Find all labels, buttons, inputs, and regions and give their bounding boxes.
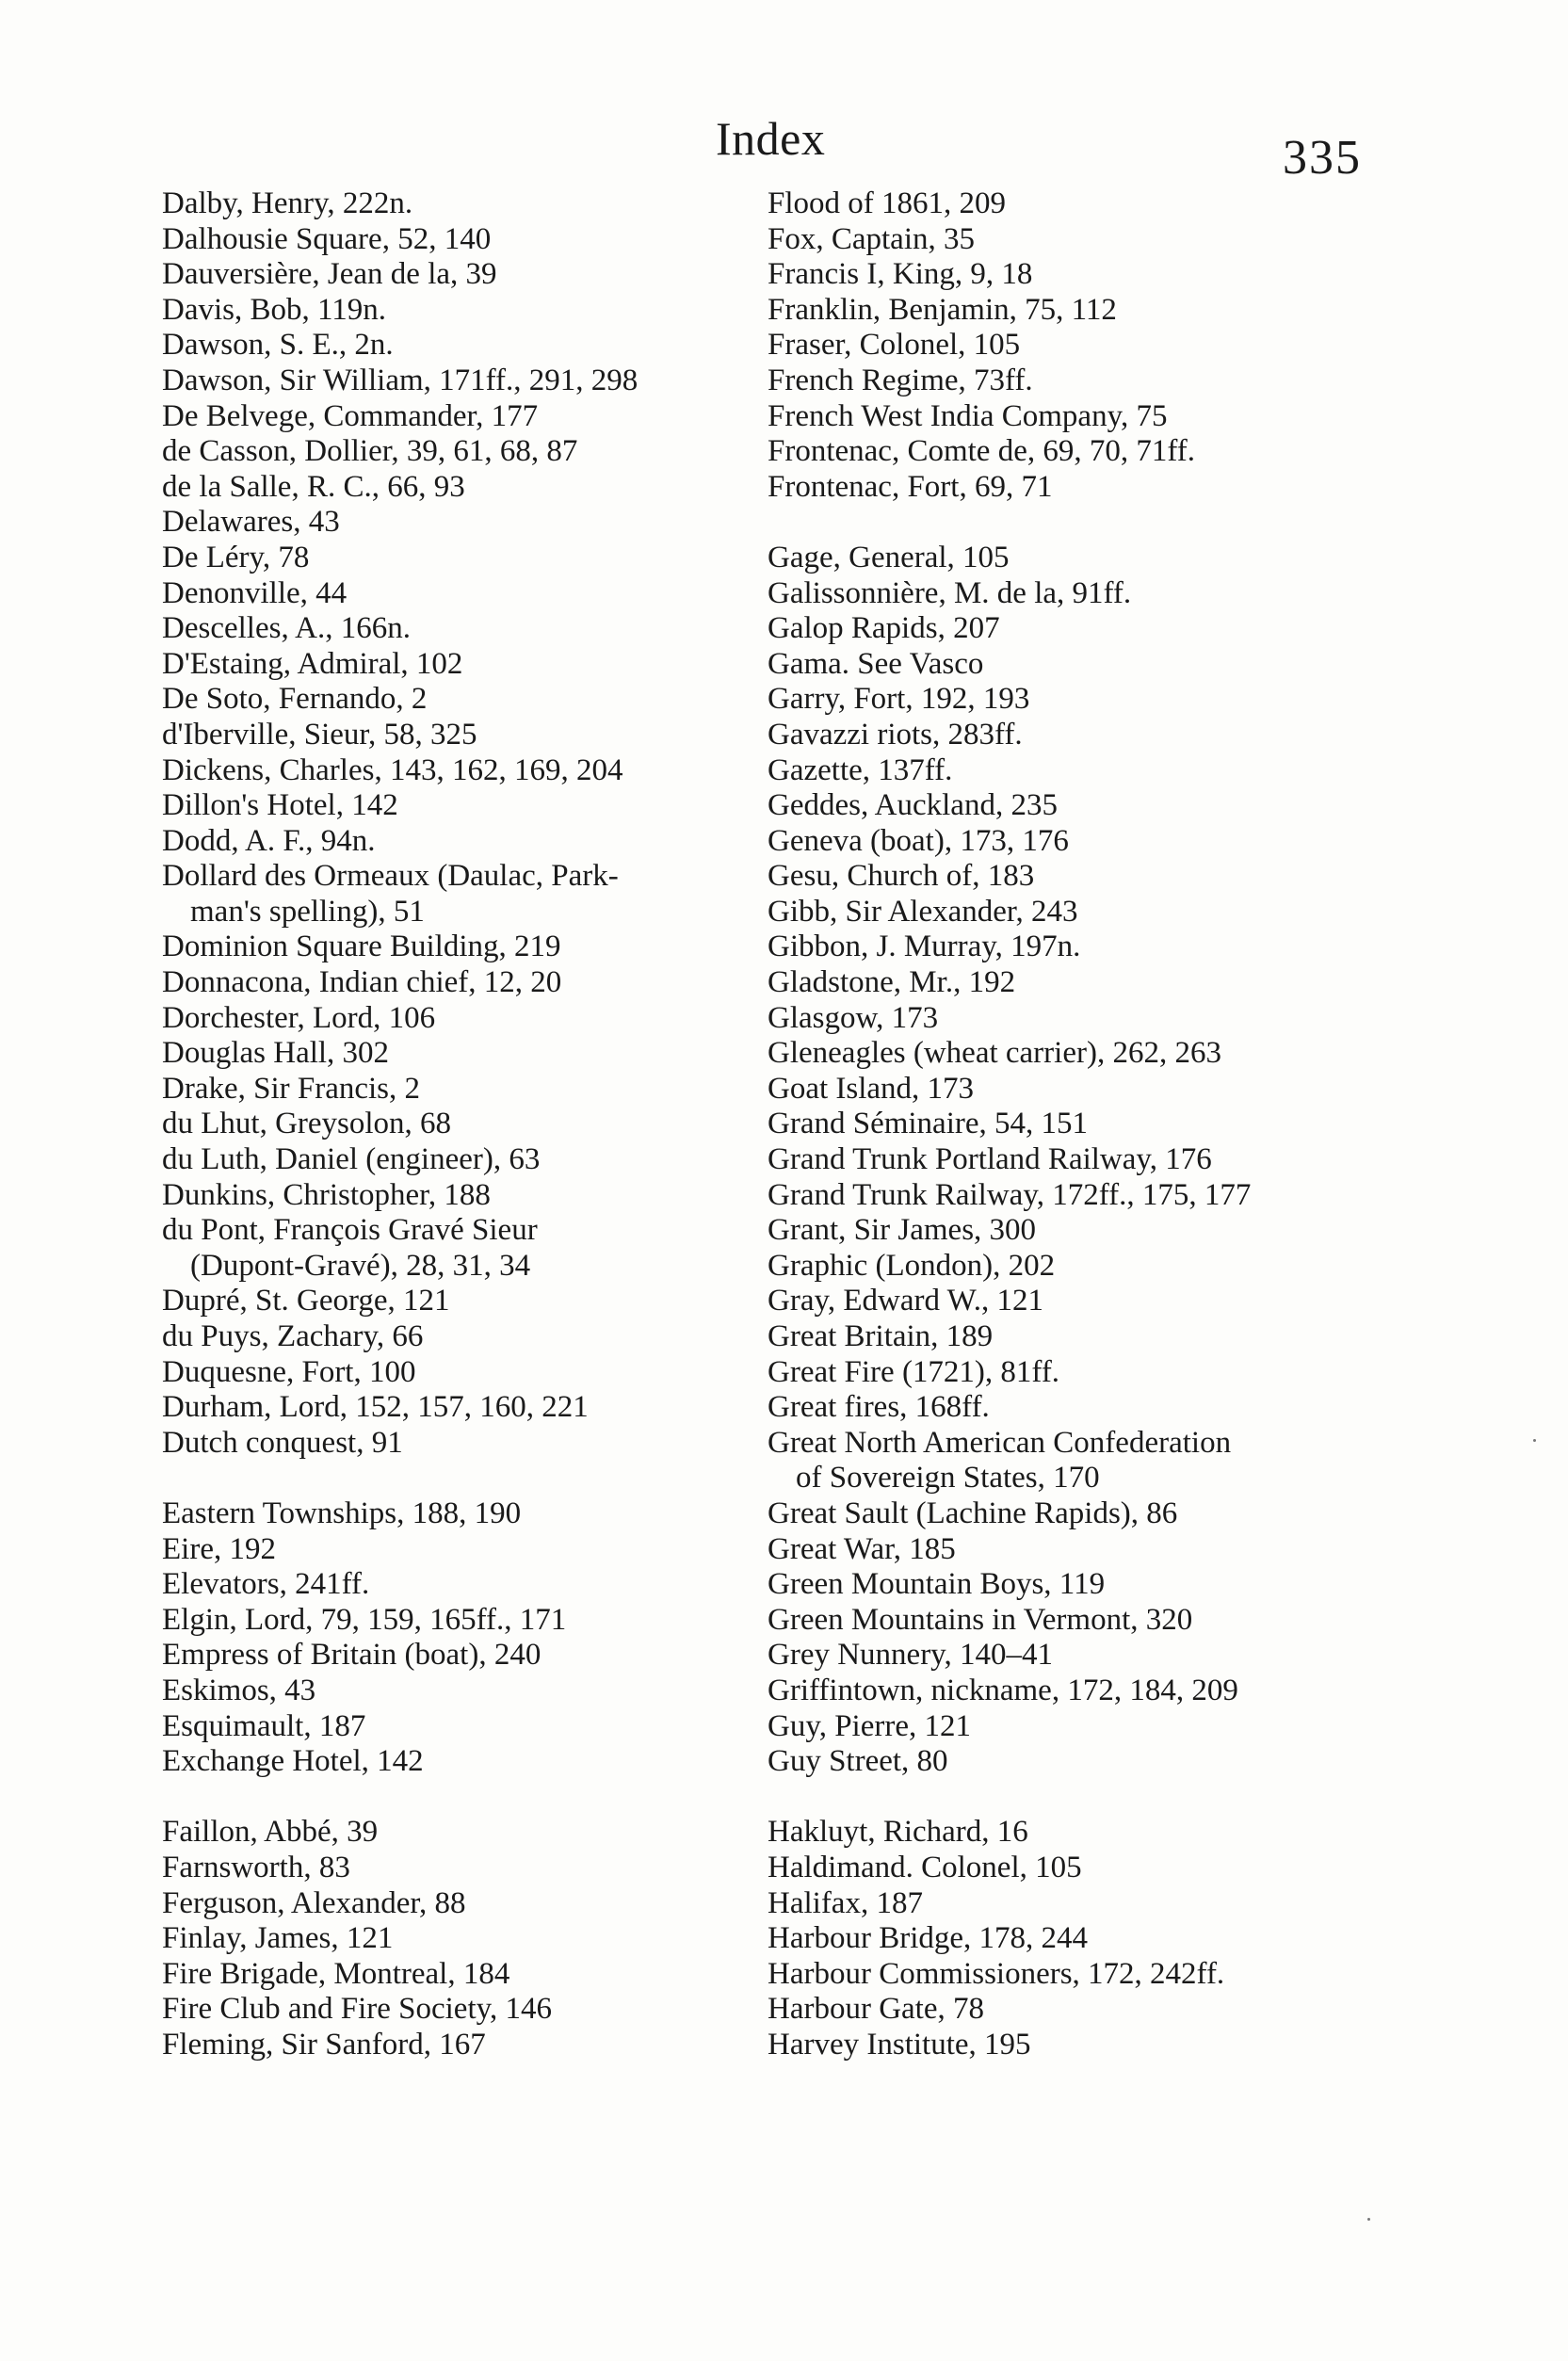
index-entry: Fox, Captain, 35 — [768, 221, 975, 256]
index-entry: Dillon's Hotel, 142 — [162, 788, 398, 823]
index-entry: Dodd, A. F., 94n. — [162, 823, 376, 858]
index-entry: (Dupont-Gravé), 28, 31, 34 — [190, 1248, 531, 1283]
index-entry: Garry, Fort, 192, 193 — [768, 682, 1030, 717]
index-entry: Duquesne, Fort, 100 — [162, 1354, 416, 1389]
index-entry: Green Mountains in Vermont, 320 — [768, 1602, 1193, 1637]
scan-speck — [1367, 2218, 1370, 2221]
index-entry: Denonville, 44 — [162, 575, 348, 610]
index-entry: Griffintown, nickname, 172, 184, 209 — [768, 1673, 1238, 1707]
index-entry: Gavazzi riots, 283ff. — [768, 717, 1023, 752]
index-entry: Halifax, 187 — [768, 1885, 923, 1920]
index-entry: Empress of Britain (boat), 240 — [162, 1638, 542, 1673]
index-entry: Great Fire (1721), 81ff. — [768, 1354, 1060, 1389]
index-entry: Gazette, 137ff. — [768, 752, 953, 787]
index-entry: Douglas Hall, 302 — [162, 1036, 390, 1071]
index-entry: Harbour Gate, 78 — [768, 1992, 985, 2027]
index-entry: Frontenac, Fort, 69, 71 — [768, 469, 1053, 504]
index-entry: Elgin, Lord, 79, 159, 165ff., 171 — [162, 1602, 567, 1637]
index-entry: Grand Trunk Railway, 172ff., 175, 177 — [768, 1177, 1252, 1212]
index-entry: Great Sault (Lachine Rapids), 86 — [768, 1496, 1178, 1530]
index-entry: Fleming, Sir Sanford, 167 — [162, 2027, 486, 2062]
index-entry: Great Britain, 189 — [768, 1319, 994, 1353]
index-entry: Grand Séminaire, 54, 151 — [768, 1107, 1089, 1141]
scan-speck — [1533, 1439, 1536, 1442]
index-entry: d'Iberville, Sieur, 58, 325 — [162, 717, 477, 752]
index-entry: Fraser, Colonel, 105 — [768, 328, 1021, 363]
index-entry: Grey Nunnery, 140–41 — [768, 1638, 1054, 1673]
index-entry: Dauversière, Jean de la, 39 — [162, 257, 497, 292]
index-entry: Eskimos, 43 — [162, 1673, 316, 1707]
index-entry: Harbour Bridge, 178, 244 — [768, 1921, 1089, 1956]
index-entry: Goat Island, 173 — [768, 1071, 975, 1106]
page-title: Index — [716, 112, 826, 165]
index-entry: Haldimand. Colonel, 105 — [768, 1850, 1082, 1884]
index-entry: Finlay, James, 121 — [162, 1921, 394, 1956]
index-entry: Dorchester, Lord, 106 — [162, 1000, 436, 1035]
index-entry: Guy Street, 80 — [768, 1744, 948, 1779]
index-entry: Graphic (London), 202 — [768, 1248, 1056, 1283]
index-entry: Green Mountain Boys, 119 — [768, 1567, 1106, 1602]
index-entry: Drake, Sir Francis, 2 — [162, 1071, 421, 1106]
index-entry: Geneva (boat), 173, 176 — [768, 823, 1069, 858]
index-entry: du Luth, Daniel (engineer), 63 — [162, 1142, 541, 1177]
index-entry: D'Estaing, Admiral, 102 — [162, 646, 463, 681]
index-entry: of Sovereign States, 170 — [796, 1461, 1100, 1496]
index-column-left — [162, 186, 736, 2062]
index-entry: Gleneagles (wheat carrier), 262, 263 — [768, 1036, 1221, 1071]
index-entry: Galop Rapids, 207 — [768, 611, 1000, 646]
index-entry: Gage, General, 105 — [768, 540, 1010, 574]
index-entry: Hakluyt, Richard, 16 — [768, 1815, 1028, 1850]
index-entry: Gibb, Sir Alexander, 243 — [768, 894, 1078, 929]
index-entry: Harbour Commissioners, 172, 242ff. — [768, 1956, 1225, 1991]
index-entry: De Soto, Fernando, 2 — [162, 682, 428, 717]
index-entry: de Casson, Dollier, 39, 61, 68, 87 — [162, 434, 578, 469]
index-entry: Ferguson, Alexander, 88 — [162, 1885, 466, 1920]
index-entry: French Regime, 73ff. — [768, 363, 1033, 397]
index-entry: Eastern Townships, 188, 190 — [162, 1496, 522, 1530]
index-entry: De Léry, 78 — [162, 540, 310, 574]
index-entry: Dawson, Sir William, 171ff., 291, 298 — [162, 363, 639, 397]
index-entry: du Lhut, Greysolon, 68 — [162, 1107, 452, 1141]
index-entry: man's spelling), 51 — [190, 894, 425, 929]
index-entry: Great War, 185 — [768, 1531, 956, 1566]
index-entry: Durham, Lord, 152, 157, 160, 221 — [162, 1390, 589, 1425]
index-entry: Dickens, Charles, 143, 162, 169, 204 — [162, 752, 623, 787]
index-entry: Farnsworth, 83 — [162, 1850, 350, 1884]
index-entry: Glasgow, 173 — [768, 1000, 939, 1035]
index-entry: French West India Company, 75 — [768, 398, 1168, 433]
index-entry: Harvey Institute, 195 — [768, 2027, 1031, 2062]
index-entry: Galissonnière, M. de la, 91ff. — [768, 575, 1132, 610]
index-entry: Flood of 1861, 209 — [768, 186, 1007, 220]
index-section-gap — [162, 1461, 736, 1496]
index-entry: Fire Brigade, Montreal, 184 — [162, 1956, 510, 1991]
page-number: 335 — [1283, 131, 1362, 185]
index-column-right — [768, 186, 1370, 2062]
index-entry: Faillon, Abbé, 39 — [162, 1815, 379, 1850]
index-entry: Frontenac, Comte de, 69, 70, 71ff. — [768, 434, 1195, 469]
index-entry: Geddes, Auckland, 235 — [768, 788, 1058, 823]
index-entry: Gladstone, Mr., 192 — [768, 965, 1016, 1000]
index-entry: Gama. See Vasco — [768, 646, 984, 681]
index-entry: Davis, Bob, 119n. — [162, 292, 387, 327]
index-entry: Guy, Pierre, 121 — [768, 1708, 971, 1743]
index-entry: Gray, Edward W., 121 — [768, 1284, 1043, 1318]
index-entry: Dominion Square Building, 219 — [162, 930, 561, 964]
index-entry: Dalby, Henry, 222n. — [162, 186, 413, 220]
index-entry: Franklin, Benjamin, 75, 112 — [768, 292, 1117, 327]
index-entry: Esquimault, 187 — [162, 1708, 366, 1743]
index-section-gap — [162, 1780, 736, 1816]
index-entry: Great North American Confederation — [768, 1425, 1232, 1460]
index-entry: Dutch conquest, 91 — [162, 1425, 403, 1460]
index-entry: Fire Club and Fire Society, 146 — [162, 1992, 552, 2027]
index-entry: Delawares, 43 — [162, 505, 340, 540]
index-entry: Grand Trunk Portland Railway, 176 — [768, 1142, 1212, 1177]
index-entry: de la Salle, R. C., 66, 93 — [162, 469, 465, 504]
index-entry: Eire, 192 — [162, 1531, 276, 1566]
index-entry: Francis I, King, 9, 18 — [768, 257, 1033, 292]
index-section-gap — [768, 505, 1370, 541]
index-entry: De Belvege, Commander, 177 — [162, 398, 539, 433]
index-entry: Dollard des Ormeaux (Daulac, Park- — [162, 859, 619, 894]
index-entry: Donnacona, Indian chief, 12, 20 — [162, 965, 562, 1000]
index-entry: Dupré, St. George, 121 — [162, 1284, 450, 1318]
index-entry: Gesu, Church of, 183 — [768, 859, 1035, 894]
index-section-gap — [768, 1780, 1370, 1816]
index-entry: du Puys, Zachary, 66 — [162, 1319, 424, 1353]
index-entry: Dawson, S. E., 2n. — [162, 328, 394, 363]
index-entry: Dalhousie Square, 52, 140 — [162, 221, 492, 256]
index-entry: Descelles, A., 166n. — [162, 611, 411, 646]
index-entry: du Pont, François Gravé Sieur — [162, 1213, 538, 1248]
index-entry: Exchange Hotel, 142 — [162, 1744, 424, 1779]
index-entry: Grant, Sir James, 300 — [768, 1213, 1037, 1248]
index-entry: Gibbon, J. Murray, 197n. — [768, 930, 1081, 964]
index-entry: Dunkins, Christopher, 188 — [162, 1177, 491, 1212]
index-entry: Elevators, 241ff. — [162, 1567, 370, 1602]
index-entry: Great fires, 168ff. — [768, 1390, 990, 1425]
